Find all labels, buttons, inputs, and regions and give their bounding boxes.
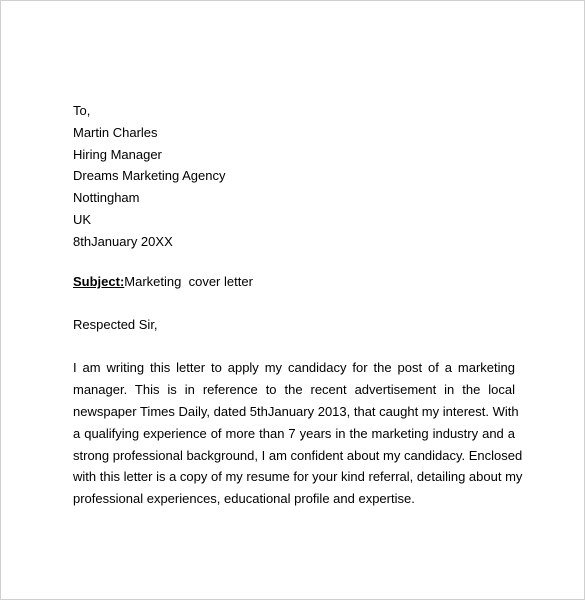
body-line: strong professional background, I am confident about my candidacy. Enclosed bbox=[73, 447, 523, 463]
recipient-country: UK bbox=[73, 211, 92, 227]
body-line: a qualifying experience of more than 7 years in the marketing industry and a bbox=[73, 425, 515, 441]
body-line: I am writing this letter to apply my candidacy for the post of a marketing bbox=[73, 360, 515, 375]
salutation: Respected Sir, bbox=[73, 317, 158, 332]
to-line: To, bbox=[73, 103, 91, 118]
body-paragraph bbox=[73, 357, 523, 510]
recipient-address-block bbox=[73, 100, 225, 253]
subject-line bbox=[73, 273, 253, 291]
subject-label: Subject: bbox=[73, 274, 125, 289]
body-line: newspaper Times Daily, dated 5thJanuary 2013, that caught my interest. With bbox=[73, 403, 519, 419]
body-line: manager. This is in reference to the recent advertisement in the local bbox=[73, 381, 515, 397]
recipient-city: Nottingham bbox=[73, 190, 140, 206]
recipient-company: Dreams Marketing Agency bbox=[73, 168, 226, 184]
letter-date: 8thJanuary 20XX bbox=[73, 233, 173, 249]
body-line: professional experiences, educational profile and expertise. bbox=[73, 491, 415, 507]
recipient-name: Martin Charles bbox=[73, 124, 158, 140]
body-line: with this letter is a copy of my resume for your kind referral, detailing about my bbox=[73, 469, 523, 485]
subject-text: Marketing cover letter bbox=[124, 274, 253, 289]
recipient-title: Hiring Manager bbox=[73, 146, 162, 162]
